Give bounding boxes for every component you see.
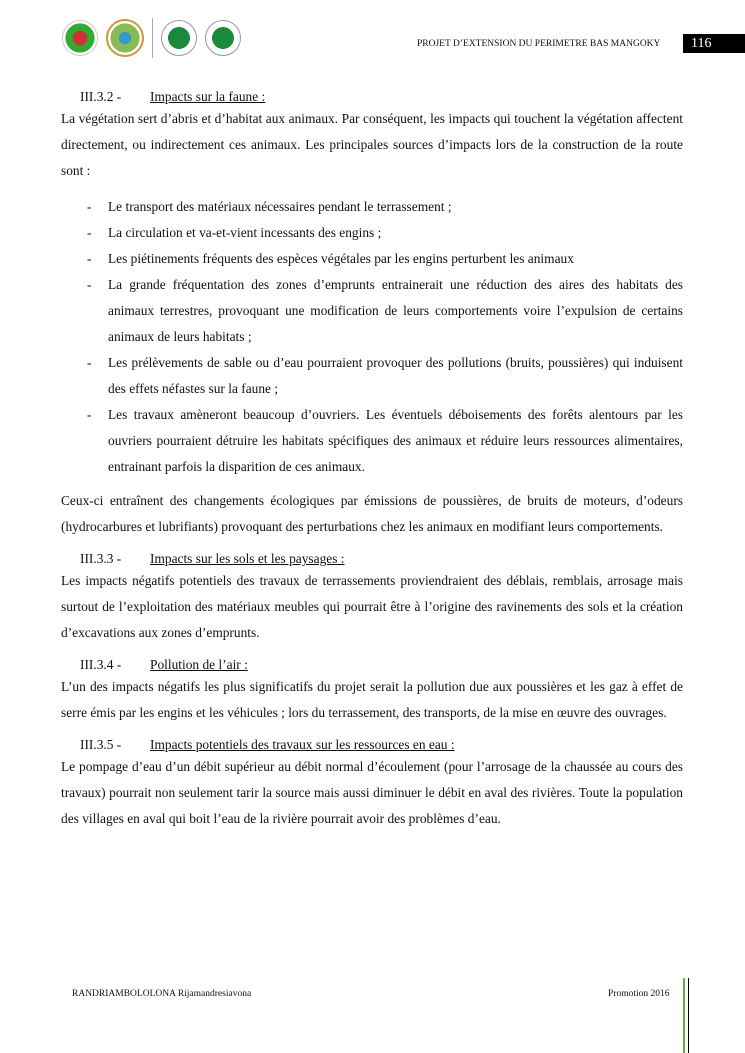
footer-promotion: Promotion 2016 — [608, 989, 670, 999]
section-title: Impacts sur la faune : — [150, 89, 266, 104]
footer-author: RANDRIAMBOLOLONA Rijamandresiavona — [72, 989, 252, 999]
section-heading — [61, 736, 683, 754]
afdb-logo — [161, 20, 197, 56]
paragraph: L’un des impacts négatifs les plus significatifs du projet serait la pollution due aux poussières et les gaz à effet de serre émis par les engins et les véhicules ; lors du terrassement, des transports, de la mise en œuvre des ouvrages. — [61, 679, 683, 720]
paragraph: Ceux-ci entraînent des changements écologiques par émissions de poussières, de bruits de moteurs, d’odeurs (hydrocarbures et lubrifiants) provoquant des perturbations chez les animaux en modifiant leurs comportements. — [61, 493, 683, 534]
section-number: III.3.2 - — [80, 89, 122, 104]
page-number: 116 — [683, 34, 745, 53]
section-number: III.3.5 - — [80, 737, 122, 752]
section-heading — [61, 656, 683, 674]
section-number: III.3.4 - — [80, 657, 122, 672]
bullet-list — [61, 194, 683, 480]
paragraph: La végétation sert d’abris et d’habitat aux animaux. Par conséquent, les impacts qui touchent la végétation affectent directement, ou indirectement ces animaux. Les principales sources d’impacts lors de la construction de la route sont : — [61, 111, 683, 178]
body — [61, 88, 683, 832]
section-heading — [61, 88, 683, 106]
section-title: Pollution de l’air : — [150, 657, 248, 672]
footer-green-rule — [683, 978, 685, 1053]
list-item: - Les travaux amèneront beaucoup d’ouvriers. Les éventuels déboisements des forêts alentours par les ouvriers pourraient détruire les habitats spécifiques des animaux et réduire leurs ressources alimentaires, entrainant parfois la disparition de ces animaux. — [87, 407, 683, 474]
header-title: PROJET D’EXTENSION DU PERIMETRE BAS MANGOKY — [417, 39, 661, 49]
paragraph: Le pompage d’eau d’un débit supérieur au débit normal d’écoulement (pour l’arrosage de la chaussée au cours des travaux) pourrait non seulement tarir la source mais aussi diminuer le débit en aval des rivières. Toute la population des villages en aval qui boit l’eau de la rivière pourrait avoir des problèmes d’eau. — [61, 759, 683, 826]
list-item: - Les prélèvements de sable ou d’eau pourraient provoquer des pollutions (bruits, poussières) qui induisent des effets néfastes sur la faune ; — [87, 355, 683, 396]
list-item: - Les piétinements fréquents des espèces végétales par les engins perturbent les animaux — [87, 251, 574, 266]
afdb-logo-2 — [205, 20, 241, 56]
school-logo — [106, 19, 144, 57]
list-item: - La circulation et va-et-vient incessants des engins ; — [87, 225, 382, 240]
list-item: - La grande fréquentation des zones d’emprunts entrainerait une réduction des aires des habitats des animaux terrestres, provoquant une modification de leurs comportements voire l’expulsion de certains animaux de leurs habitats ; — [87, 277, 683, 344]
logo-divider — [152, 18, 153, 58]
paragraph: Les impacts négatifs potentiels des travaux de terrassements proviendraient des déblais, remblais, arrosage mais surtout de l’exploitation des matériaux meubles qui pourrait être à l’origine des ravinements des sols et la création d’excavations aux zones d’emprunts. — [61, 573, 683, 640]
list-item: - Le transport des matériaux nécessaires pendant le terrassement ; — [87, 199, 452, 214]
header-logos — [62, 18, 241, 58]
section-title: Impacts sur les sols et les paysages : — [150, 551, 345, 566]
footer-black-rule — [688, 978, 689, 1053]
section-title: Impacts potentiels des travaux sur les ressources en eau : — [150, 737, 455, 752]
section-heading — [61, 550, 683, 568]
section-number: III.3.3 - — [80, 551, 122, 566]
university-logo — [62, 20, 98, 56]
